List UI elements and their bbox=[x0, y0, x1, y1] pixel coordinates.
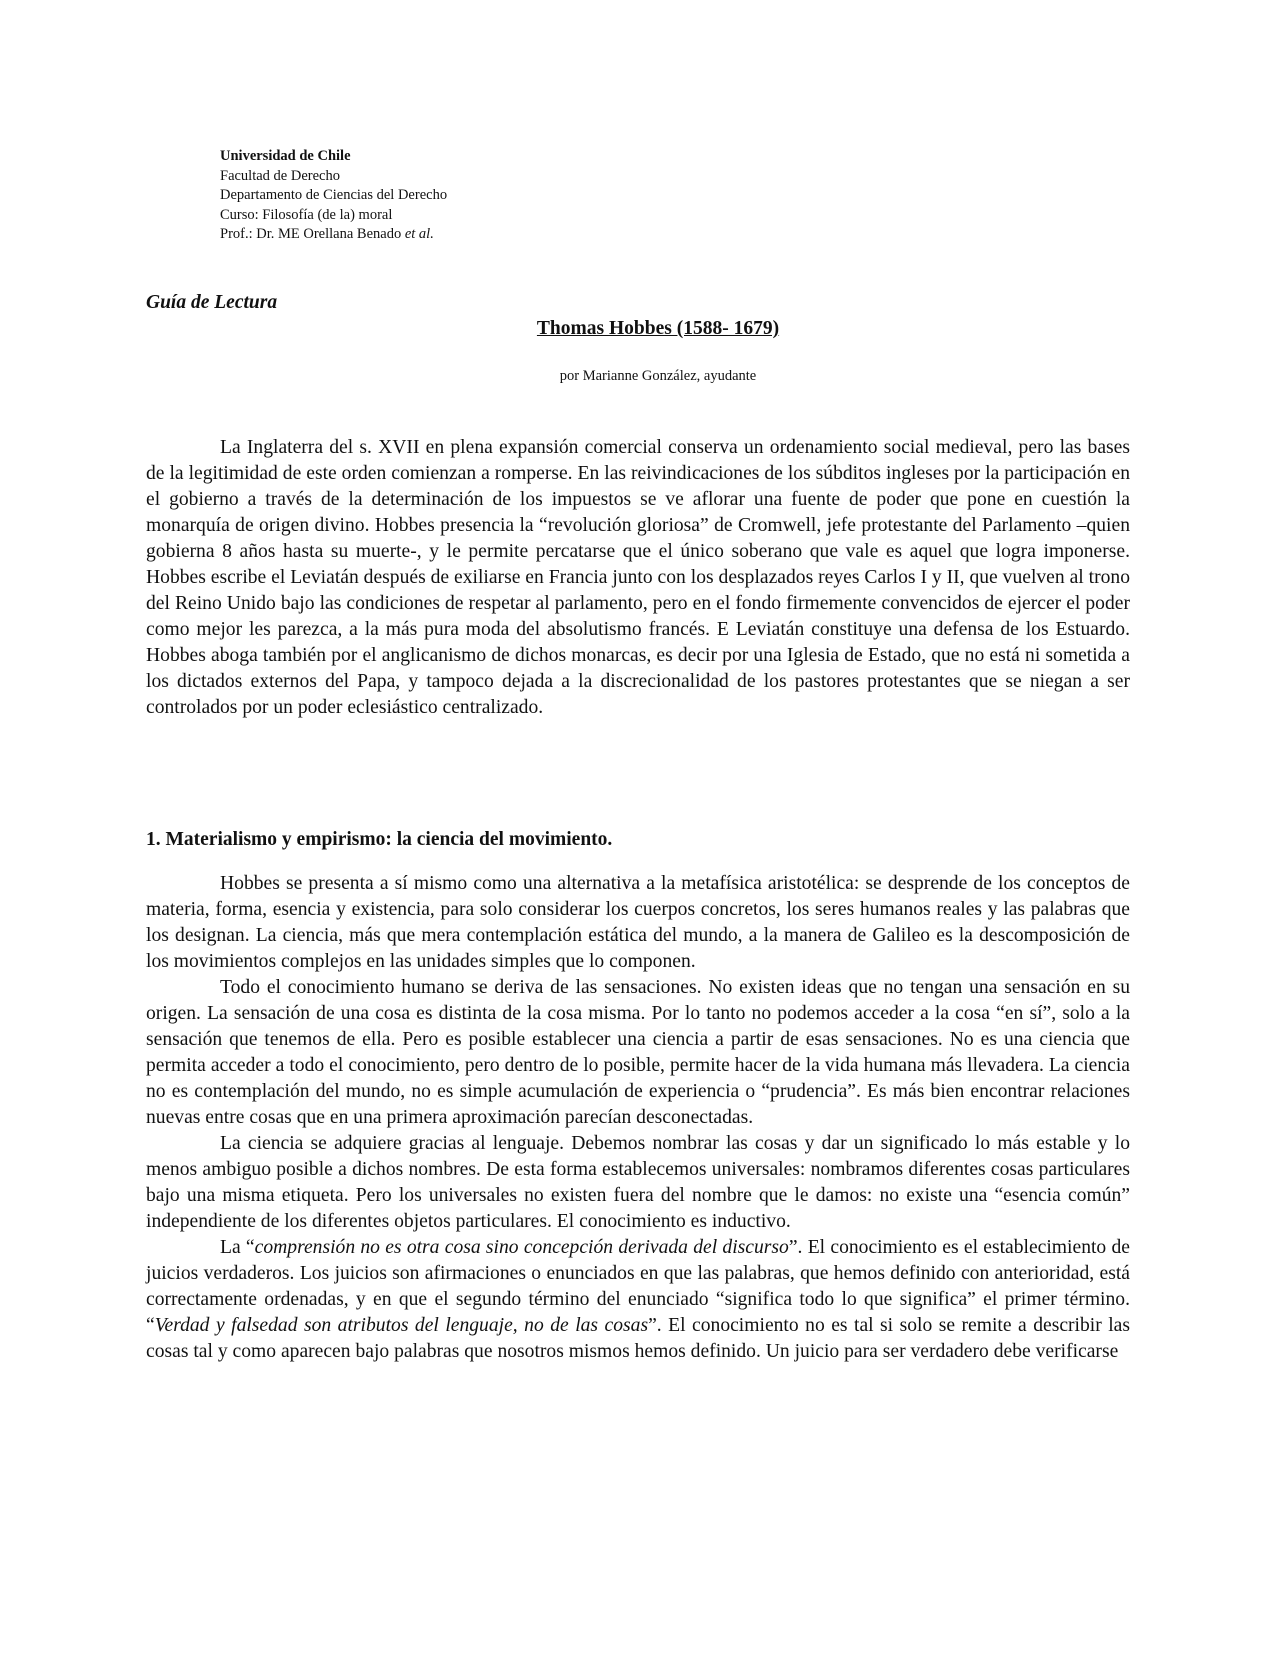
paragraph-text: ”. El conocimiento es el establecimiento de juicios verdaderos. Los juicios son afirmaciones o enunciados en que las palabras, que hemos definido con anterioridad, está correctamente ordenadas, y en que el segundo término del enunciado “significa todo lo que significa” el primer término. “ bbox=[146, 1237, 1130, 1336]
intro-section bbox=[146, 435, 1130, 721]
professor-name: Prof.: Dr. ME Orellana Benado bbox=[220, 226, 405, 242]
section-body bbox=[146, 871, 1130, 1365]
course-name: Curso: Filosofía (de la) moral bbox=[220, 206, 393, 223]
quotation: Verdad y falsedad son atributos del lenguaje, no de las cosas bbox=[154, 1315, 649, 1336]
professor-line bbox=[220, 225, 447, 245]
professor-etal: et al. bbox=[404, 226, 434, 242]
paragraph-text: La “ bbox=[220, 1237, 255, 1258]
department-name: Departamento de Ciencias del Derecho bbox=[220, 187, 448, 203]
document-header bbox=[220, 147, 447, 245]
section-paragraph-3: La ciencia se adquiere gracias al lenguaje. Debemos nombrar las cosas y dar un significado lo más estable y lo menos ambiguo posible a dichos nombres. De esta forma establecemos universales: nombramos diferentes cosas particulares bajo una misma etiqueta. Pero los universales no existen fuera del nombre que le damos: no existe una “esencia común” independiente de los diferentes objetos particulares. El conocimiento es inductivo. bbox=[146, 1133, 1130, 1232]
institution-name: Universidad de Chile bbox=[220, 148, 351, 164]
section-heading: 1. Materialismo y empirismo: la ciencia del movimiento. bbox=[146, 829, 613, 850]
section-paragraph-1: Hobbes se presenta a sí mismo como una alternativa a la metafísica aristotélica: se desprende de los conceptos de materia, forma, esencia y existencia, para solo considerar los cuerpos concretos, los seres humanos reales y las palabras que los designan. La ciencia, más que mera contemplación estática del mundo, a la manera de Galileo es la descomposición de los movimientos complejos en las unidades simples que lo componen. bbox=[146, 873, 1130, 972]
section-paragraph-4 bbox=[146, 1235, 1130, 1365]
author-byline: por Marianne González, ayudante bbox=[559, 368, 757, 384]
section-paragraph-2: Todo el conocimiento humano se deriva de las sensaciones. No existen ideas que no tengan una sensación en su origen. La sensación de una cosa es distinta de la cosa misma. Por lo tanto no podemos acceder a la cosa “en sí”, solo a la sensación que tenemos de ella. Pero es posible establecer una ciencia a partir de esas sensaciones. No es una ciencia que permita acceder a todo el conocimiento, pero dentro de lo posible, permite hacer de la vida humana más llevadera. La ciencia no es contemplación del mundo, no es simple acumulación de experiencia o “prudencia”. Es más bien encontrar relaciones nuevas entre cosas que en una primera aproximación parecían desconectadas. bbox=[146, 977, 1130, 1128]
document-title: Thomas Hobbes (1588- 1679) bbox=[536, 318, 780, 339]
quotation: comprensión no es otra cosa sino concepción derivada del discurso bbox=[254, 1237, 789, 1258]
paragraph-text: ”. El conocimiento no es tal si solo se remite a describir las cosas tal y como aparecen bajo palabras que nosotros mismos hemos definido. Un juicio para ser verdadero debe verificarse bbox=[146, 1315, 1130, 1362]
faculty-name: Facultad de Derecho bbox=[220, 167, 340, 184]
intro-paragraph: La Inglaterra del s. XVII en plena expansión comercial conserva un ordenamiento social medieval, pero las bases de la legitimidad de este orden comienzan a romperse. En las reivindicaciones de los súbditos ingleses por la participación en el gobierno a través de la determinación de los impuestos se ve aflorar una fuente de poder que pone en cuestión la monarquía de origen divino. Hobbes presencia la “revolución gloriosa” de Cromwell, jefe protestante del Parlamento –quien gobierna 8 años hasta su muerte-, y le permite percatarse que el único soberano que vale es aquel que logra imponerse. Hobbes escribe el Leviatán después de exiliarse en Francia junto con los desplazados reyes Carlos I y II, que vuelven al trono del Reino Unido bajo las condiciones de respetar al parlamento, pero en el fondo firmemente convencidos de ejercer el poder como mejor les parezca, a la más pura moda del absolutismo francés. E Leviatán constituye una defensa de los Estuardo. Hobbes aboga también por el anglicanismo de dichos monarcas, es decir por una Iglesia de Estado, que no está ni sometida a los dictados externos del Papa, y tampoco dejada a la discrecionalidad de los pastores protestantes que se niegan a ser controlados por un poder eclesiástico centralizado. bbox=[146, 437, 1130, 718]
guide-label: Guía de Lectura bbox=[146, 292, 278, 313]
